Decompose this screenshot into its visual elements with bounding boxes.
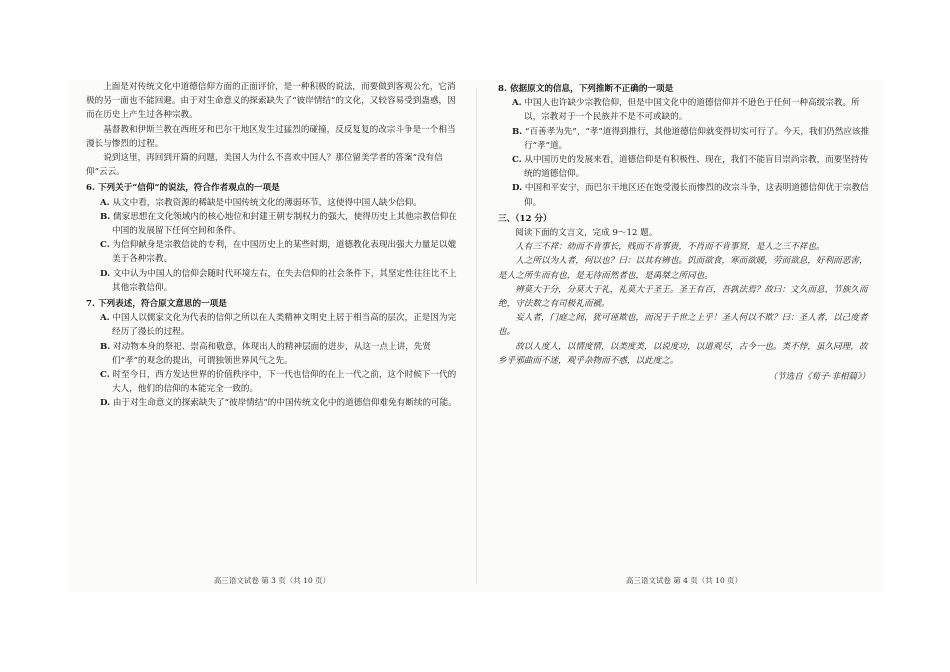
section-heading: 三、（12 分）: [498, 213, 552, 224]
page-footer: 高三语文试卷 第 4 页（共 10 页）: [625, 575, 743, 585]
classical-text-paragraph: 人有三不祥：幼而不肯事长，贱而不肯事贵，不肖而不肯事贤，是人之三不祥也。: [515, 242, 825, 253]
question-6-option-c: C. 为信仰献身是宗教信徒的专利，在中国历史上的某些时期，道德教化表现出强大力量足以媲美于各种宗教。: [100, 240, 457, 265]
question-8-option-d: D. 中国和平安宁，而巴尔干地区还在饱受漫长而惨烈的改宗斗争，这表明道德信仰优于宗教信仰。: [512, 183, 869, 208]
center-fold-divider: [476, 88, 477, 584]
question-8-stem: 8. 依据原文的信息，下列推断不正确的一项是: [498, 84, 674, 94]
classical-text-paragraph: 故以人度人，以情度情，以类度类，以说度功，以道观尽，古今一也。类不悖，虽久同理，故乡乎邪曲而不迷，观乎杂物而不惑，以此度之。: [498, 341, 868, 366]
question-6-stem: 6. 下列关于“信仰”的说法，符合作者观点的一项是: [86, 183, 280, 194]
question-7-option-c: C. 时至今日，西方发达世界的价值秩序中，下一代也信仰的在上一代之前，这个时候下一代的大人，他们的信仰的本能完全一致的。: [100, 370, 457, 395]
classical-text-paragraph: 妄人者，门庭之间，犹可诬欺也，而况于千世之上乎！圣人何以不欺？曰：圣人者，以己度者也。: [498, 313, 868, 338]
question-8-option-c: C. 从中国历史的发展来看，道德信仰是有积极性、现在，我们不能盲目崇尚宗教，而要坚持传统的道德信仰。: [512, 155, 869, 180]
question-8-option-b: B. “百善孝为先”，“孝”道得到推行，其他道德信仰就变得切实可行了。今天，我们仍然应该推行“孝”道。: [512, 126, 870, 151]
exam-page-4: [498, 80, 870, 592]
exam-sheet: [68, 80, 883, 592]
question-6-option-b: B. 儒家思想在文化领域内的核心地位和封建王朝专制权力的强大，使得历史上其他宗教信仰在中国的发展留下任何空间和条件。: [100, 211, 457, 237]
reading-instruction: 阅读下面的文言文，完成 9～12 题。: [515, 228, 658, 239]
classical-text-paragraph: 辨莫大于分，分莫大于礼，礼莫大于圣王。圣王有百，吾孰法焉？故曰：文久而息，节族久而绝，守法数之有司极礼而褫。: [498, 284, 868, 310]
question-7-stem: 7. 下列表述，符合原文意思的一项是: [86, 299, 227, 310]
question-8-option-a: A. 中国人也许缺少宗教信仰，但是中国文化中的道德信仰并不逊色于任何一种高级宗教。所以，宗教对于一个民族并不是不可或缺的。: [512, 98, 860, 123]
question-7-option-d: D. 由于对生命意义的探索缺失了“彼岸情结”的中国传统文化中的道德信仰难免有断续的可能。: [100, 398, 457, 409]
question-6-option-a: A. 从文中看，宗教资源的稀缺是中国传统文化的薄弱环节，这使得中国人缺少信仰。: [100, 197, 422, 208]
passage-paragraph: 说到这里，再回到开篇的问题，美国人为什么不喜欢中国人？那位留美学者的答案“没有信仰”云云。: [86, 153, 443, 178]
exam-page-3: [86, 80, 458, 592]
question-7-option-b: B. 对动物本身的祭祀、崇高和敬意，体现出人的精神层面的进步，从这一点上讲，先贤们“孝”的观念的提出，可谓独领世界风气之先。: [100, 341, 431, 366]
question-7-option-a: A. 中国人以儒家文化为代表的信仰之所以在人类精神文明史上居于相当高的层次，正是因为完经历了漫长的过程。: [100, 313, 457, 338]
classical-text-paragraph: 人之所以为人者，何以也？曰：以其有辨也。饥而欲食，寒而欲暖，劳而欲息，好利而恶害，是人之所生而有也，是无待而然者也，是禹桀之所同也。: [498, 256, 868, 281]
source-citation: （节选自《荀子·非相篇》）: [768, 372, 870, 383]
passage-paragraph: 上面是对传统文化中道德信仰方面的正面评价，是一种积极的说法，而要做到客观公允，它消极的另一面也不能回避。由于对生命意义的探索缺失了“彼岸情结”的文化，又较容易受到蛊惑，因而在历史上产生过各种宗教。: [86, 82, 456, 121]
question-6-option-d: D. 文中认为中国人的信仰会随时代环境左右，在失去信仰的社会条件下，其坚定性往往比不上其他宗教信仰。: [100, 268, 457, 293]
passage-paragraph: 基督教和伊斯兰教在西班牙和巴尔干地区发生过猛烈的碰撞，反反复复的改宗斗争是一个相当漫长与惨烈的过程。: [86, 124, 456, 149]
page-footer: 高三语文试卷 第 3 页（共 10 页）: [213, 575, 331, 585]
